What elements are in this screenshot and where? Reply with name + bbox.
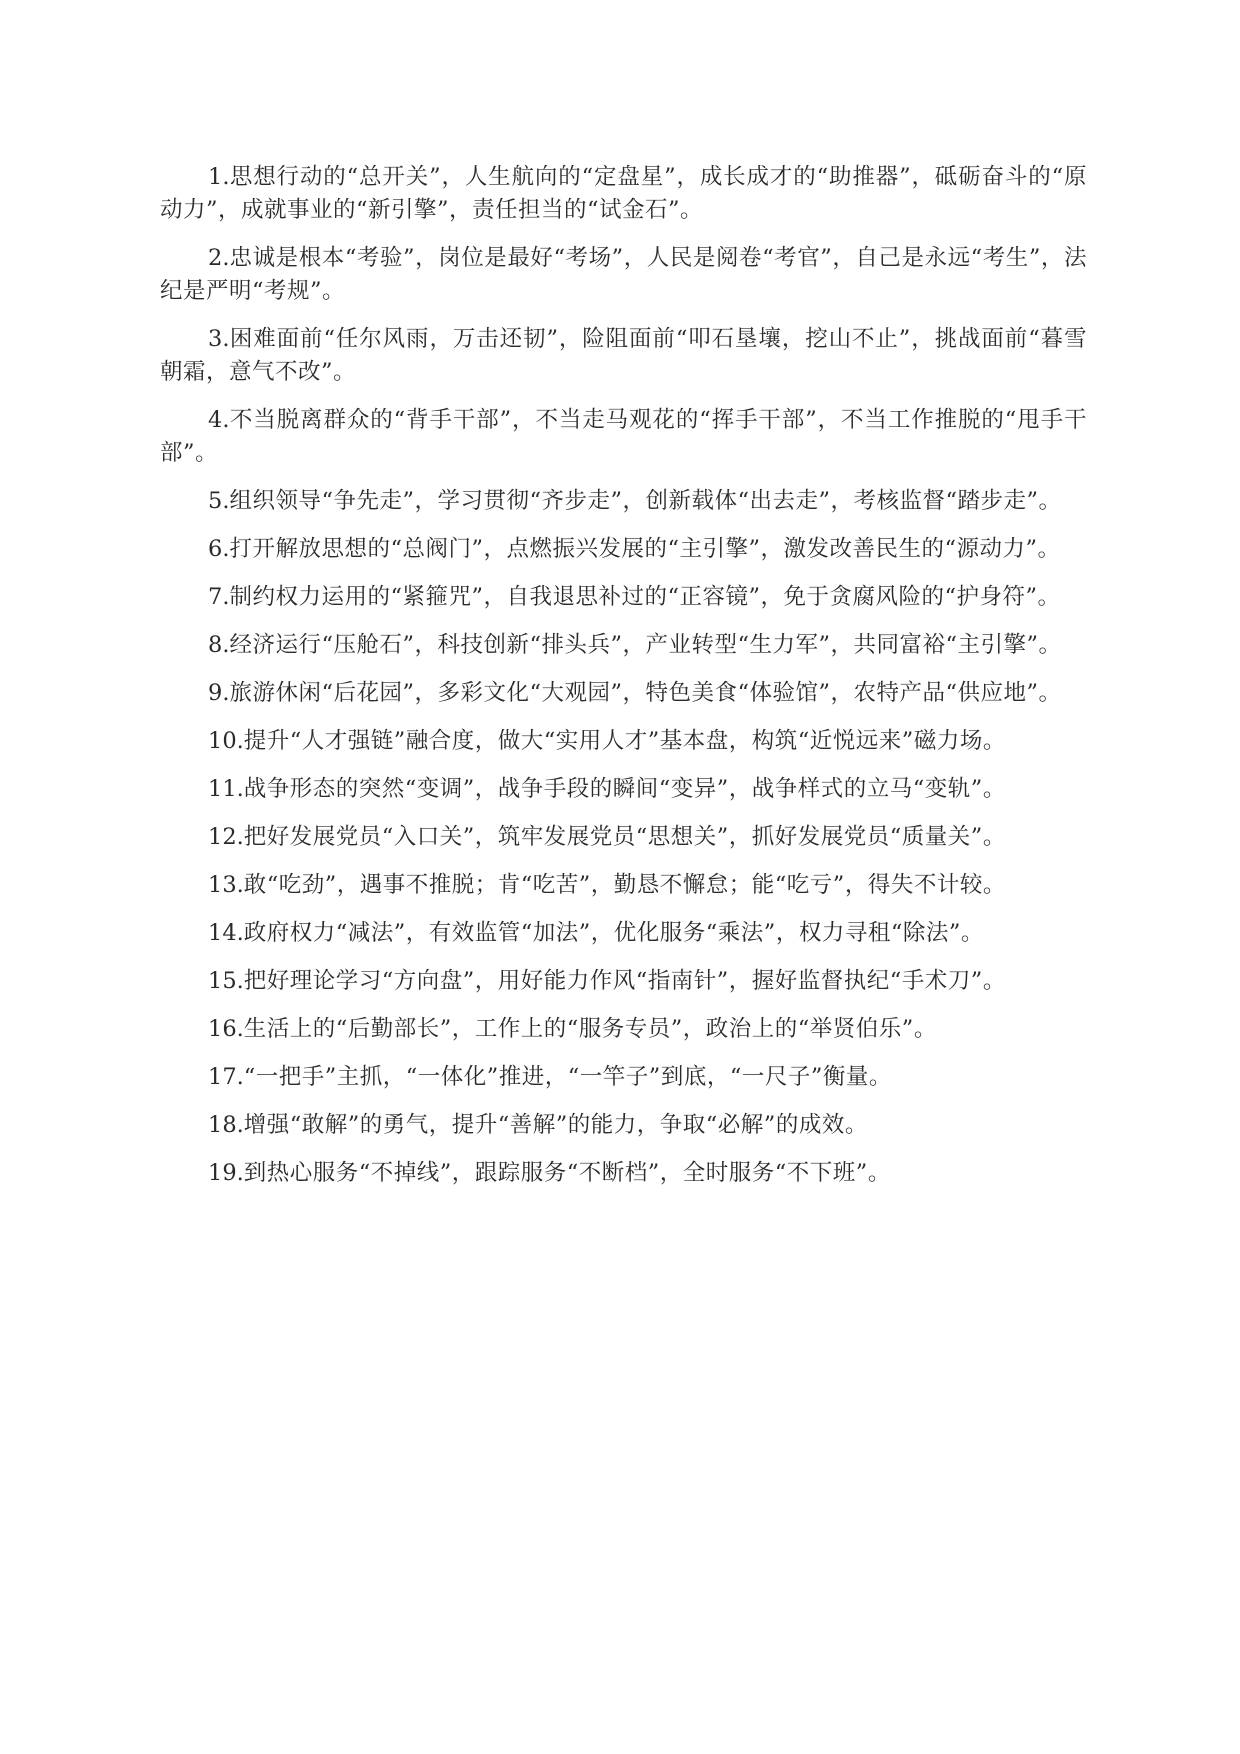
list-item: [160, 533, 1087, 566]
item-text: 战争形态的突然“变调”，战争手段的瞬间“变异”，战争样式的立马“变轨”。: [243, 776, 1006, 802]
list-item: [160, 242, 1087, 308]
item-text: 旅游休闲“后花园”，多彩文化“大观园”，特色美食“体验馆”，农特产品“供应地”。: [229, 680, 1062, 706]
item-text: 提升“人才强链”融合度，做大“实用人才”基本盘，构筑“近悦远来”磁力场。: [243, 728, 1006, 754]
item-number: 14.: [208, 920, 244, 946]
list-item: [160, 323, 1087, 389]
list-item: [160, 1157, 1087, 1190]
list-item: [160, 629, 1087, 662]
list-item: [160, 1013, 1087, 1046]
list-item: [160, 965, 1087, 998]
list-item: [160, 677, 1087, 710]
list-item: [160, 917, 1087, 950]
list-item: [160, 773, 1087, 806]
item-text: 困难面前“任尔风雨，万击还韧”，险阻面前“叩石垦壤，挖山不止”，挑战面前“暮雪朝霜，意气不改”。: [160, 326, 1087, 385]
item-number: 8.: [208, 632, 230, 658]
item-text: 不当脱离群众的“背手干部”，不当走马观花的“挥手干部”，不当工作推脱的“甩手干部”。: [160, 407, 1087, 466]
item-text: 思想行动的“总开关”，人生航向的“定盘星”，成长成才的“助推器”，砥砺奋斗的“原动力”，成就事业的“新引擎”，责任担当的“试金石”。: [160, 164, 1087, 223]
item-number: 1.: [208, 164, 230, 190]
item-text: 敢“吃劲”，遇事不推脱；肯“吃苦”，勤恳不懈怠；能“吃亏”，得失不计较。: [243, 872, 1006, 898]
item-text: 政府权力“减法”，有效监管“加法”，优化服务“乘法”，权力寻租“除法”。: [243, 920, 984, 946]
list-item: [160, 485, 1087, 518]
item-number: 3.: [208, 326, 230, 352]
item-text: 把好理论学习“方向盘”，用好能力作风“指南针”，握好监督执纪“手术刀”。: [243, 968, 1006, 994]
item-text: 增强“敢解”的勇气，提升“善解”的能力，争取“必解”的成效。: [243, 1112, 868, 1138]
item-number: 7.: [208, 584, 230, 610]
item-number: 5.: [208, 488, 230, 514]
list-item: [160, 581, 1087, 614]
list-item: [160, 161, 1087, 227]
list-item: [160, 869, 1087, 902]
item-text: 把好发展党员“入口关”，筑牢发展党员“思想关”，抓好发展党员“质量关”。: [243, 824, 1006, 850]
list-item: [160, 725, 1087, 758]
item-number: 16.: [208, 1016, 244, 1042]
item-text: 到热心服务“不掉线”，跟踪服务“不断档”，全时服务“不下班”。: [243, 1160, 891, 1186]
item-text: 经济运行“压舱石”，科技创新“排头兵”，产业转型“生力军”，共同富裕“主引擎”。: [229, 632, 1062, 658]
item-text: 忠诚是根本“考验”，岗位是最好“考场”，人民是阅卷“考官”，自己是永远“考生”，法纪是严明“考规”。: [160, 245, 1087, 304]
item-text: “一把手”主抓，“一体化”推进，“一竿子”到底，“一尺子”衡量。: [243, 1064, 892, 1090]
item-number: 10.: [208, 728, 244, 754]
item-text: 制约权力运用的“紧箍咒”，自我退思补过的“正容镜”，免于贪腐风险的“护身符”。: [229, 584, 1061, 610]
list-item: [160, 1061, 1087, 1094]
item-number: 4.: [208, 407, 230, 433]
item-number: 2.: [208, 245, 230, 271]
list-item: [160, 1109, 1087, 1142]
list-item: [160, 821, 1087, 854]
item-number: 18.: [208, 1112, 244, 1138]
item-number: 17.: [208, 1064, 244, 1090]
item-number: 13.: [208, 872, 244, 898]
item-number: 15.: [208, 968, 244, 994]
item-number: 9.: [208, 680, 230, 706]
item-text: 生活上的“后勤部长”，工作上的“服务专员”，政治上的“举贤伯乐”。: [243, 1016, 937, 1042]
item-text: 打开解放思想的“总阀门”，点燃振兴发展的“主引擎”，激发改善民生的“源动力”。: [229, 536, 1061, 562]
item-number: 19.: [208, 1160, 244, 1186]
item-number: 11.: [208, 776, 244, 802]
item-number: 6.: [208, 536, 230, 562]
item-text: 组织领导“争先走”，学习贯彻“齐步走”，创新载体“出去走”，考核监督“踏步走”。: [229, 488, 1062, 514]
item-number: 12.: [208, 824, 244, 850]
list-item: [160, 404, 1087, 470]
document-body: [160, 161, 1087, 1205]
